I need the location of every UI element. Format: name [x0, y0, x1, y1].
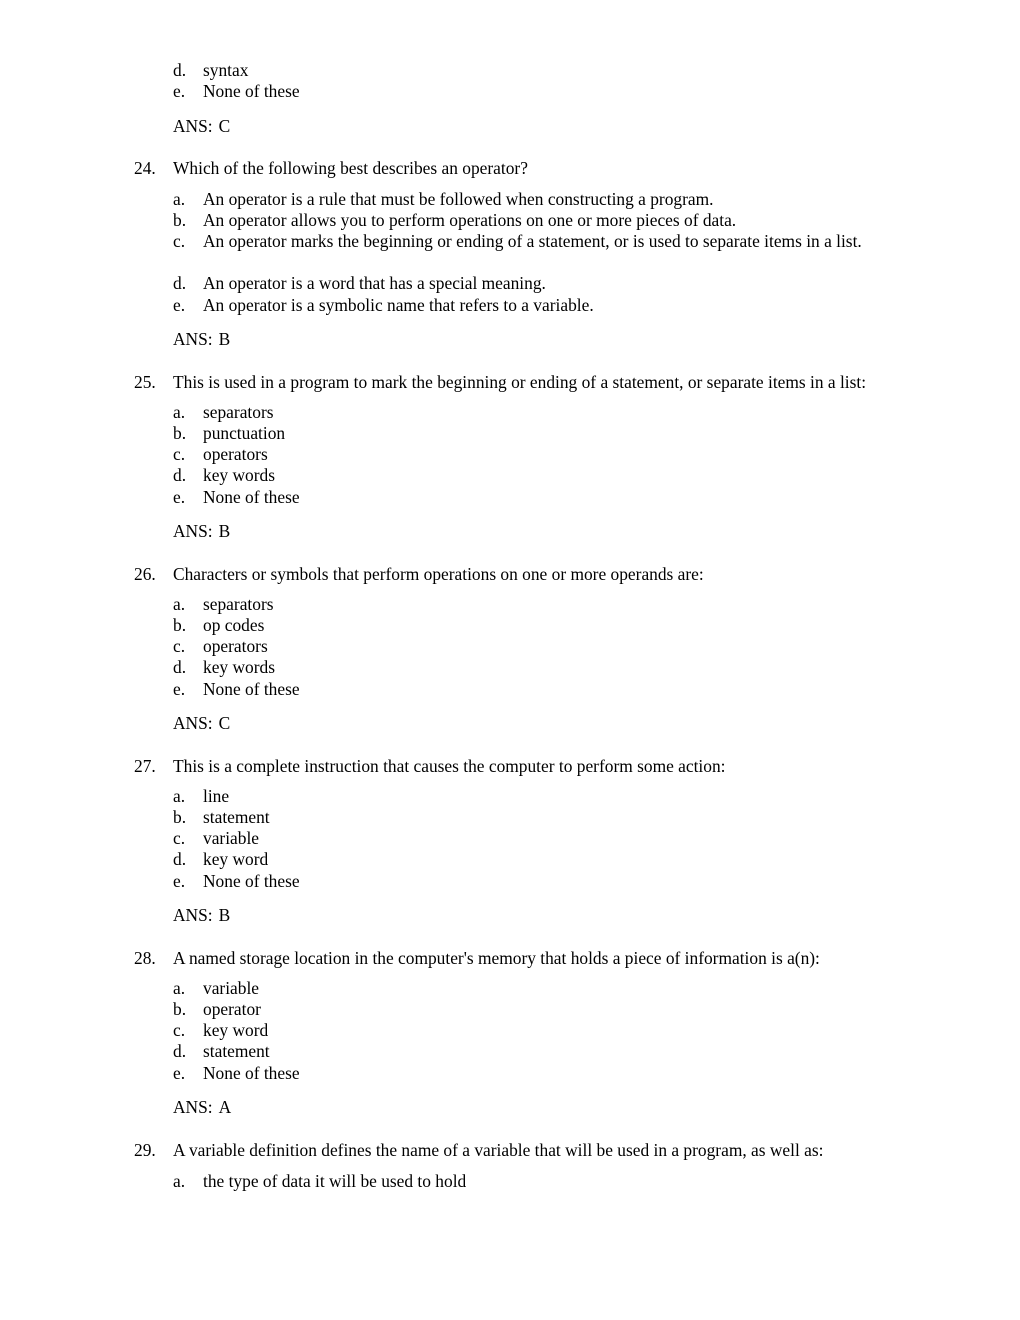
option-text: variable: [203, 828, 260, 848]
answer-value: C: [218, 713, 231, 733]
option-letter: d.: [173, 273, 187, 293]
option-letter: c.: [173, 231, 186, 251]
option-text: None of these: [203, 81, 300, 101]
option-text: An operator marks the beginning or ending of a statement, or is used to separate items in a list.: [203, 231, 862, 251]
option-text: None of these: [203, 871, 300, 891]
option-text: statement: [203, 1041, 270, 1061]
answer-label: ANS:: [173, 1097, 213, 1117]
option-text: operators: [203, 444, 268, 464]
option-letter: e.: [173, 487, 186, 507]
option-text: line: [203, 786, 230, 806]
option-letter: e.: [173, 871, 186, 891]
option-letter: e.: [173, 295, 186, 315]
option-text: An operator allows you to perform operations on one or more pieces of data.: [203, 210, 737, 230]
answer-label: ANS:: [173, 116, 213, 136]
question-number: 27.: [134, 756, 156, 776]
option-letter: b.: [173, 423, 187, 443]
answer-value: B: [218, 329, 231, 349]
option-text: syntax: [203, 60, 249, 80]
answer-value: A: [218, 1097, 232, 1117]
option-letter: c.: [173, 444, 186, 464]
option-letter: b.: [173, 999, 187, 1019]
option-text: the type of data it will be used to hold: [203, 1171, 467, 1191]
option-text: separators: [203, 402, 274, 422]
answer-label: ANS:: [173, 521, 213, 541]
option-letter: e.: [173, 81, 186, 101]
option-letter: d.: [173, 657, 187, 677]
question-text: A named storage location in the computer's memory that holds a piece of information is a(n):: [173, 948, 820, 968]
option-letter: e.: [173, 679, 186, 699]
question-text: Which of the following best describes an operator?: [173, 158, 528, 178]
option-letter: b.: [173, 615, 187, 635]
question-number: 24.: [134, 158, 156, 178]
option-text: key words: [203, 657, 275, 677]
option-letter: a.: [173, 402, 186, 422]
question-text: This is a complete instruction that causes the computer to perform some action:: [173, 756, 726, 776]
option-letter: a.: [173, 189, 186, 209]
option-letter: c.: [173, 636, 186, 656]
answer-line: [173, 521, 230, 542]
option-text: key word: [203, 1020, 269, 1040]
option-letter: e.: [173, 1063, 186, 1083]
option-letter: b.: [173, 210, 187, 230]
question-number: 28.: [134, 948, 156, 968]
question-text: Characters or symbols that perform operations on one or more operands are:: [173, 564, 704, 584]
option-text: separators: [203, 594, 274, 614]
option-text: operator: [203, 999, 261, 1019]
option-text: statement: [203, 807, 270, 827]
option-letter: c.: [173, 828, 186, 848]
question-text: A variable definition defines the name of a variable that will be used in a program, as well as:: [173, 1140, 824, 1160]
option-letter: a.: [173, 978, 186, 998]
option-text: None of these: [203, 1063, 300, 1083]
option-text: key word: [203, 849, 269, 869]
answer-value: B: [218, 905, 231, 925]
option-text: None of these: [203, 679, 300, 699]
option-letter: a.: [173, 594, 186, 614]
option-text: operators: [203, 636, 268, 656]
option-letter: a.: [173, 786, 186, 806]
answer-line: [173, 116, 230, 137]
option-text: An operator is a symbolic name that refers to a variable.: [203, 295, 594, 315]
option-letter: b.: [173, 807, 187, 827]
option-text: punctuation: [203, 423, 286, 443]
option-letter: d.: [173, 465, 187, 485]
answer-line: [173, 329, 230, 350]
answer-line: [173, 713, 230, 734]
question-number: 25.: [134, 372, 156, 392]
answer-label: ANS:: [173, 905, 213, 925]
answer-line: [173, 1097, 231, 1118]
option-text: key words: [203, 465, 275, 485]
option-text: None of these: [203, 487, 300, 507]
option-text: An operator is a rule that must be followed when constructing a program.: [203, 189, 714, 209]
option-letter: c.: [173, 1020, 186, 1040]
answer-value: C: [218, 116, 231, 136]
option-letter: a.: [173, 1171, 186, 1191]
answer-label: ANS:: [173, 713, 213, 733]
option-text: op codes: [203, 615, 265, 635]
option-letter: d.: [173, 849, 187, 869]
answer-label: ANS:: [173, 329, 213, 349]
answer-line: [173, 905, 230, 926]
option-letter: d.: [173, 60, 187, 80]
option-text: An operator is a word that has a special meaning.: [203, 273, 546, 293]
question-text: This is used in a program to mark the beginning or ending of a statement, or separate items in a list:: [173, 372, 867, 392]
option-text: variable: [203, 978, 260, 998]
question-number: 29.: [134, 1140, 156, 1160]
question-number: 26.: [134, 564, 156, 584]
option-letter: d.: [173, 1041, 187, 1061]
answer-value: B: [218, 521, 231, 541]
